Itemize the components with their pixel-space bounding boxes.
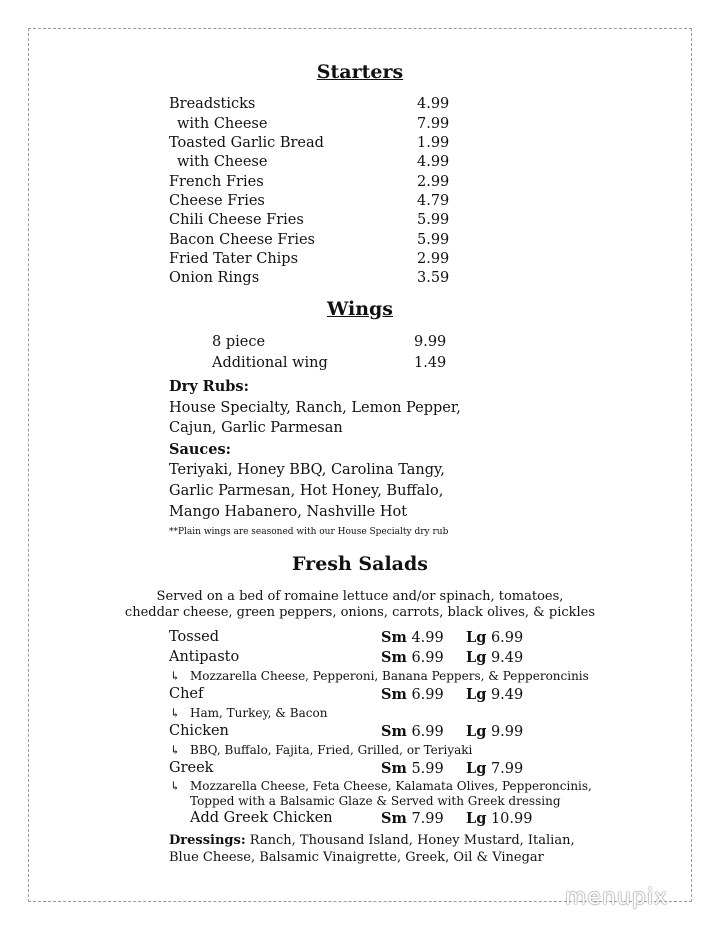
sauces-list: Teriyaki, Honey BBQ, Carolina Tangy, bbox=[169, 462, 445, 478]
wing-price: 9.99 bbox=[414, 334, 447, 350]
arrow-icon: ↳ bbox=[170, 669, 181, 683]
sauces-list: Mango Habanero, Nashville Hot bbox=[169, 504, 408, 520]
salad-description: ↳ BBQ, Buffalo, Fajita, Fried, Grilled, or Teriyaki bbox=[170, 743, 473, 757]
salads-intro: Served on a bed of romaine lettuce and/or spinach, tomatoes, bbox=[156, 589, 564, 604]
starter-price: 4.99 bbox=[417, 96, 450, 112]
starter-name: Bacon Cheese Fries bbox=[169, 232, 315, 248]
salads-intro: cheddar cheese, green peppers, onions, carrots, black olives, & pickles bbox=[124, 605, 596, 620]
dressings-line: Dressings: Ranch, Thousand Island, Honey Mustard, Italian, bbox=[169, 833, 575, 848]
starter-name: Fried Tater Chips bbox=[169, 251, 299, 267]
starter-name: Breadsticks bbox=[169, 96, 256, 112]
salad-sm-price: Sm 6.99 bbox=[381, 723, 444, 740]
salad-name: Tossed bbox=[169, 629, 220, 645]
salad-lg-price: Lg 9.49 bbox=[466, 686, 524, 703]
starter-price: 7.99 bbox=[417, 116, 450, 132]
salad-description: ↳ Mozzarella Cheese, Feta Cheese, Kalamata Olives, Pepperoncinis, bbox=[170, 779, 592, 793]
salad-lg-price: Lg 9.49 bbox=[466, 649, 524, 666]
wing-price: 1.49 bbox=[414, 355, 447, 371]
salad-description: Topped with a Balsamic Glaze & Served with Greek dressing bbox=[190, 794, 561, 808]
size-label-sm: Sm bbox=[381, 629, 407, 646]
addon-lg-price: Lg 10.99 bbox=[466, 810, 533, 827]
watermark-logo: menupix bbox=[565, 885, 668, 910]
starter-name: with Cheese bbox=[177, 116, 268, 132]
salad-sm-price: Sm 6.99 bbox=[381, 686, 444, 703]
salad-sm-price: Sm 5.99 bbox=[381, 760, 444, 777]
salad-lg-price: Lg 7.99 bbox=[466, 760, 524, 777]
starter-name: Cheese Fries bbox=[169, 193, 265, 209]
starter-name: Toasted Garlic Bread bbox=[169, 135, 324, 151]
dry-rubs-list: House Specialty, Ranch, Lemon Pepper, bbox=[169, 400, 461, 416]
sauces-list: Garlic Parmesan, Hot Honey, Buffalo, bbox=[169, 483, 444, 499]
addon-sm-price: Sm 7.99 bbox=[381, 810, 444, 827]
starter-price: 2.99 bbox=[417, 251, 450, 267]
arrow-icon: ↳ bbox=[170, 779, 181, 793]
salad-description: ↳ Mozzarella Cheese, Pepperoni, Banana Peppers, & Pepperoncinis bbox=[170, 669, 589, 683]
wing-name: 8 piece bbox=[212, 334, 266, 350]
dressings-label: Dressings: bbox=[169, 833, 246, 848]
starter-price: 1.99 bbox=[417, 135, 450, 151]
starter-price: 2.99 bbox=[417, 174, 450, 190]
starters-heading: Starters bbox=[316, 61, 404, 83]
dressings-line: Blue Cheese, Balsamic Vinaigrette, Greek, Oil & Vinegar bbox=[169, 850, 544, 865]
starter-price: 5.99 bbox=[417, 212, 450, 228]
salad-description: ↳ Ham, Turkey, & Bacon bbox=[170, 706, 328, 720]
starter-name: French Fries bbox=[169, 174, 264, 190]
salad-lg-price: Lg 9.99 bbox=[466, 723, 524, 740]
salad-name: Chef bbox=[169, 686, 204, 702]
starter-price: 3.59 bbox=[417, 270, 450, 286]
starter-price: 5.99 bbox=[417, 232, 450, 248]
wings-heading: Wings bbox=[326, 298, 394, 320]
wing-name: Additional wing bbox=[212, 355, 328, 371]
salad-sm-price: Sm 6.99 bbox=[381, 649, 444, 666]
starter-name: Onion Rings bbox=[169, 270, 260, 286]
sauces-label: Sauces: bbox=[169, 441, 231, 458]
salad-name: Antipasto bbox=[169, 649, 240, 665]
starter-price: 4.99 bbox=[417, 154, 450, 170]
dry-rubs-label: Dry Rubs: bbox=[169, 378, 249, 395]
arrow-icon: ↳ bbox=[170, 743, 181, 757]
dry-rubs-list: Cajun, Garlic Parmesan bbox=[169, 420, 343, 436]
starter-name: Chili Cheese Fries bbox=[169, 212, 304, 228]
addon-name: Add Greek Chicken bbox=[190, 810, 333, 826]
starter-name: with Cheese bbox=[177, 154, 268, 170]
salad-lg-price: Lg 6.99 bbox=[466, 629, 524, 646]
salads-heading: Fresh Salads bbox=[292, 553, 428, 575]
starter-price: 4.79 bbox=[417, 193, 450, 209]
salad-name: Chicken bbox=[169, 723, 229, 739]
salad-sm-price: Sm 4.99 bbox=[381, 629, 444, 646]
size-label-lg: Lg bbox=[466, 629, 487, 646]
wings-note: **Plain wings are seasoned with our House Specialty dry rub bbox=[169, 527, 449, 537]
arrow-icon: ↳ bbox=[170, 706, 181, 720]
salad-name: Greek bbox=[169, 760, 214, 776]
